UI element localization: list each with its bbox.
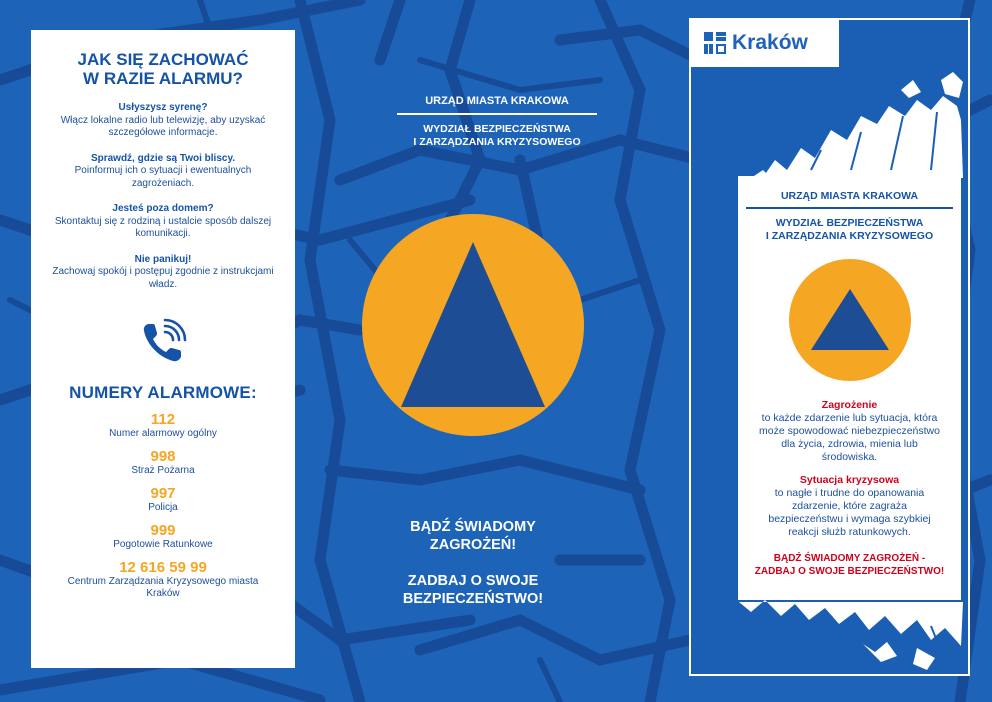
emergency-number: 999 [150,522,176,539]
alarm-guide-title [31,50,295,88]
department-name [738,217,961,243]
tip-item [45,203,281,241]
tips-list [31,102,295,291]
cover-slogan [738,553,961,578]
logo-text: Kraków [732,31,808,54]
department-name-line1: WYDZIAŁ BEZPIECZEŃSTWA [423,123,571,135]
alarm-guide-title-line1: JAK SIĘ ZACHOWAĆ [77,50,249,69]
tip-text: Poinformuj ich o sytuacji i ewentualnych zagrożeniach. [74,165,252,189]
department-name-line2: I ZARZĄDZANIA KRYZYSOWEGO [413,136,581,148]
tip-heading: Usłyszysz syrenę? [118,102,208,113]
emergency-number-item [31,485,295,514]
crisis-definition [738,474,961,539]
civil-defence-emblem-small [789,259,911,381]
slogan-line: BĄDŹ ŚWIADOMY [410,519,536,535]
emergency-number-label: Centrum Zarządzania Kryzysowego miasta Kraków [67,576,259,599]
definition-heading: Sytuacja kryzysowa [799,474,900,486]
emergency-numbers-heading: NUMERY ALARMOWE: [69,383,257,402]
tip-item [45,254,281,292]
emergency-number: 112 [150,411,176,428]
tip-heading: Sprawdź, gdzie są Twoi bliscy. [90,152,236,164]
city-office-name: URZĄD MIASTA KRAKOWA [397,95,597,115]
slogan-line: BEZPIECZEŃSTWO! [402,591,544,607]
emergency-number: 997 [150,485,176,502]
emergency-number-label: Straż Pożarna [131,465,195,476]
tip-heading: Jesteś poza domem? [112,203,214,214]
krakow-logo-icon [704,32,726,54]
department-name-line2: I ZARZĄDZANIA KRYZYSOWEGO [765,230,934,242]
krakow-logo [690,19,839,67]
tip-item [45,102,281,140]
phone-ringing-icon [139,318,187,366]
threat-definition [738,399,961,464]
civil-defence-triangle-icon [789,259,911,381]
tip-heading: Nie panikuj! [134,253,192,265]
slogan-line: ZAGROŻEŃ! [429,537,517,553]
emergency-number: 12 616 59 99 [119,559,207,576]
emergency-number-label: Pogotowie Ratunkowe [113,539,213,550]
tip-item [45,153,281,191]
city-office-name: URZĄD MIASTA KRAKOWA [746,190,953,209]
civil-defence-emblem [362,214,584,436]
cover-info-card [738,176,961,600]
definition-heading: Zagrożenie [821,399,878,411]
department-name-line1: WYDZIAŁ BEZPIECZEŃSTWA [775,217,924,229]
emergency-number-item [31,559,295,600]
emergency-number: 998 [150,448,176,465]
tip-text: Włącz lokalne radio lub telewizję, aby uzyskać szczegółowe informacje. [60,114,266,138]
emergency-number-item [31,448,295,477]
middle-slogan [370,518,576,608]
emergency-number-item [31,522,295,551]
department-name [397,123,597,149]
slogan-line: ZADBAJ O SWOJE [407,573,539,589]
slogan-line: BĄDŹ ŚWIADOMY ZAGROŻEŃ - [773,553,926,564]
slogan-line: ZADBAJ O SWOJE BEZPIECZEŃSTWO! [754,565,945,577]
tip-text: Skontaktuj się z rodziną i ustalcie sposób dalszej komunikacji. [54,215,272,239]
emergency-number-item [31,411,295,440]
definition-text: to nagłe i trudne do opanowania zdarzenie, które zagraża bezpieczeństwu i wymaga szybkiej reakcji służb ratunkowych. [768,487,931,538]
civil-defence-triangle-icon [362,214,584,436]
left-panel [31,30,295,668]
definition-text: to każde zdarzenie lub sytuacja, która może spowodować niebezpieczeństwo dla życia, zdrowia, mienia lub środowiska. [759,412,940,463]
emergency-number-label: Numer alarmowy ogólny [109,428,217,439]
tip-text: Zachowaj spokój i postępuj zgodnie z instrukcjami władz. [52,266,274,290]
alarm-guide-title-line2: W RAZIE ALARMU? [83,69,243,88]
emergency-numbers-list [31,411,295,600]
middle-organization-header [397,95,597,149]
emergency-number-label: Policja [148,502,178,513]
